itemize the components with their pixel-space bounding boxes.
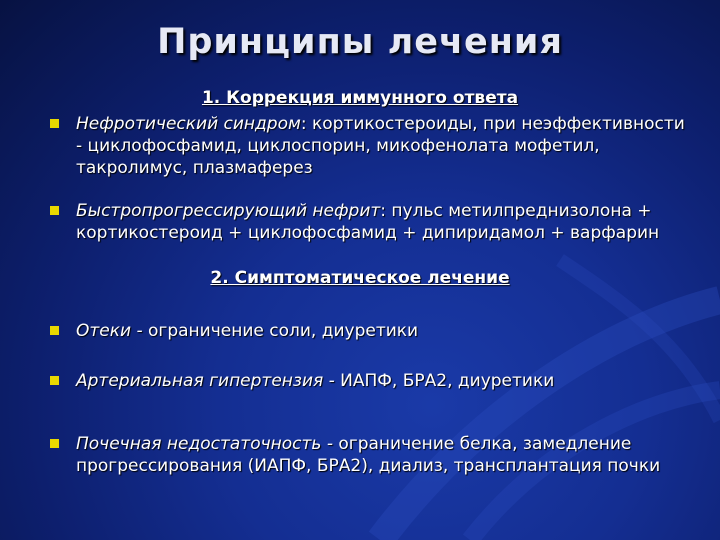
bullet-renal-failure	[50, 433, 690, 477]
bullet-term: Отеки -	[76, 321, 143, 341]
bullet-text: ограничение соли, диуретики	[142, 321, 419, 341]
slide-title: Принципы лечения	[157, 22, 563, 62]
bullet-edema	[50, 320, 690, 342]
bullet-square-icon	[50, 206, 59, 215]
bullet-square-icon	[50, 119, 59, 128]
bullet-text: ограничение белка, замедление прогрессирования (ИАПФ, БРА2), диализ, трансплантация почки	[76, 434, 661, 476]
bullet-text: ИАПФ, БРА2, диуретики	[334, 371, 555, 391]
bullet-hypertension	[50, 370, 690, 392]
bullet-square-icon	[50, 326, 59, 335]
bullet-term: Быстропрогрессирующий нефрит	[76, 201, 381, 221]
bullet-text: : кортикостероиды, при неэффективности - циклофосфамид, циклоспорин, микофенолата мофетил, такролимус, плазмаферез	[76, 114, 685, 178]
bullet-term: Почечная недостаточность -	[76, 434, 333, 454]
bullet-rapid-nephritis	[50, 200, 690, 244]
section-heading-immune: 1. Коррекция иммунного ответа	[201, 88, 519, 108]
bullet-term: Нефротический синдром	[76, 114, 301, 134]
bullet-term: Артериальная гипертензия -	[76, 371, 335, 391]
section-heading-symptomatic: 2. Симптоматическое лечение	[210, 268, 510, 288]
bullet-text: : пульс метилпреднизолона + кортикостероид + циклофосфамид + дипиридамол + варфарин	[76, 201, 660, 243]
bullet-square-icon	[50, 376, 59, 385]
bullet-nephrotic	[50, 113, 690, 179]
bullet-square-icon	[50, 439, 59, 448]
